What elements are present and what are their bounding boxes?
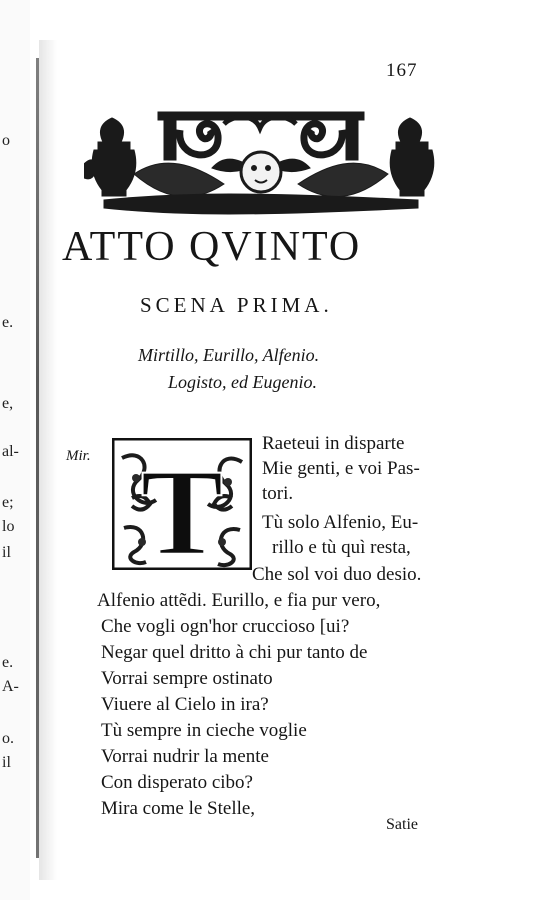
previous-page-fragment: il — [2, 754, 11, 771]
previous-page-fragment: A- — [2, 678, 19, 695]
speaker-label: Mir. — [66, 448, 91, 464]
previous-page-fragment: e. — [2, 314, 14, 331]
cast-line: Mirtillo, Eurillo, Alfenio. — [138, 345, 320, 365]
verse-line: rillo e tù quì resta, — [272, 537, 411, 558]
previous-page-fragment: e. — [2, 654, 14, 671]
catchword: Satie — [386, 816, 418, 833]
verse-line: Che vogli ogn'hor cruccioso [ui? — [101, 616, 350, 637]
previous-page-fragment: il — [2, 544, 11, 561]
scene-title: SCENA PRIMA. — [140, 293, 333, 317]
previous-page-fragment: e, — [2, 395, 14, 412]
verse-line: Mira come le Stelle, — [101, 798, 256, 819]
verse-line: Tù sempre in cieche voglie — [101, 720, 307, 741]
previous-page-edge — [0, 0, 30, 900]
verse-line: Con disperato cibo? — [101, 772, 253, 793]
gutter-binding-line — [36, 58, 39, 858]
drop-cap-initial — [112, 438, 252, 570]
verse-line: Tù solo Alfenio, Eu- — [262, 512, 419, 533]
page-number: 167 — [386, 60, 418, 81]
verse-line: Viuere al Cielo in ira? — [101, 694, 269, 715]
gutter-shadow — [39, 40, 57, 880]
previous-page-fragment: o — [2, 132, 10, 149]
verse-line: tori. — [262, 483, 294, 504]
act-title: ATTO QVINTO — [62, 224, 362, 270]
verse-line: Vorrai sempre ostinato — [101, 668, 273, 689]
previous-page-fragment: lo — [2, 518, 15, 535]
verse-line: Alfenio attẽdi. Eurillo, e fia pur vero, — [97, 590, 381, 611]
previous-page-fragment: al- — [2, 443, 19, 460]
verse-line: Mie genti, e voi Pas- — [262, 458, 420, 479]
ornament-headpiece-icon — [84, 104, 438, 216]
verse-line: Raeteui in disparte — [262, 433, 405, 454]
previous-page-fragment: e; — [2, 494, 14, 511]
cast-line: Logisto, ed Eugenio. — [168, 372, 317, 392]
drop-cap-letter: T — [140, 444, 224, 570]
previous-page-fragment: o. — [2, 730, 14, 747]
verse-line: Vorrai nudrir la mente — [101, 746, 269, 767]
verse-line: Che sol voi duo desio. — [252, 564, 422, 585]
verse-line: Negar quel dritto à chi pur tanto de — [101, 642, 368, 663]
